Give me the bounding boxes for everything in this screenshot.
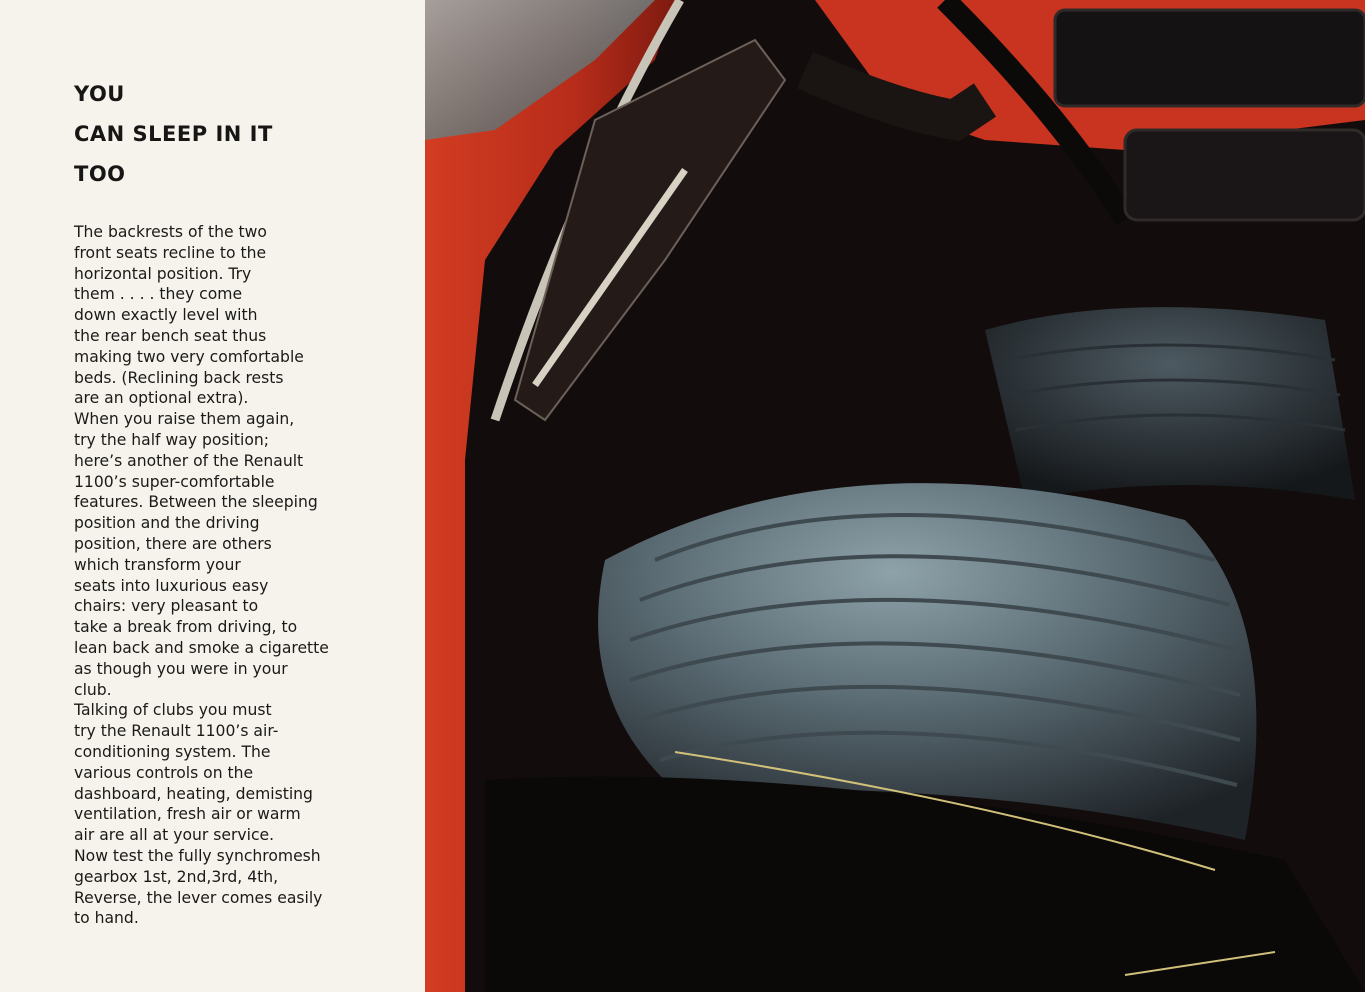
body-line: features. Between the sleeping (74, 493, 318, 512)
door-panel-upper (1055, 10, 1365, 106)
body-line: the rear bench seat thus (74, 326, 267, 345)
headline-line: CAN SLEEP IN IT (74, 122, 273, 146)
body-line: which transform your (74, 555, 241, 574)
body-line: horizontal position. Try (74, 264, 252, 283)
body-copy (74, 222, 374, 929)
body-line: are an optional extra). (74, 389, 249, 408)
body-line: them . . . . they come (74, 285, 243, 304)
body-line: Reverse, the lever comes easily (74, 888, 323, 907)
seat-backrest (985, 307, 1355, 500)
body-line: as though you were in your (74, 659, 288, 678)
body-line: conditioning system. The (74, 742, 271, 761)
body-line: Now test the fully synchromesh (74, 846, 321, 865)
headline-line: TOO (74, 162, 126, 186)
car-interior-photo (425, 0, 1365, 992)
body-line: position and the driving (74, 514, 260, 533)
body-line: position, there are others (74, 534, 272, 553)
door-panel-armrest (1125, 130, 1365, 220)
body-line: club. (74, 680, 112, 699)
body-line: chairs: very pleasant to (74, 597, 259, 616)
body-line: take a break from driving, to (74, 618, 298, 637)
body-line: try the Renault 1100’s air- (74, 722, 279, 741)
body-line: gearbox 1st, 2nd,3rd, 4th, (74, 867, 279, 886)
body-line: Talking of clubs you must (74, 701, 272, 720)
body-line: ventilation, fresh air or warm (74, 805, 301, 824)
body-line: The backrests of the two (74, 223, 267, 241)
text-column (0, 0, 425, 992)
body-line: here’s another of the Renault (74, 451, 304, 470)
car-interior-illustration (425, 0, 1365, 992)
body-line: air are all at your service. (74, 826, 275, 845)
body-line: 1100’s super-comfortable (74, 472, 275, 491)
body-line: front seats recline to the (74, 243, 267, 262)
body-line: seats into luxurious easy (74, 576, 269, 595)
body-line: to hand. (74, 909, 139, 928)
body-line: various controls on the (74, 763, 254, 782)
body-line: beds. (Reclining back rests (74, 368, 284, 387)
body-line: When you raise them again, (74, 410, 295, 429)
body-line: dashboard, heating, demisting (74, 784, 313, 803)
body-line: lean back and smoke a cigarette (74, 638, 329, 657)
body-line: down exactly level with (74, 306, 258, 325)
headline-line: YOU (74, 82, 125, 106)
body-line: try the half way position; (74, 430, 269, 449)
headline (74, 74, 273, 194)
body-line: making two very comfortable (74, 347, 304, 366)
